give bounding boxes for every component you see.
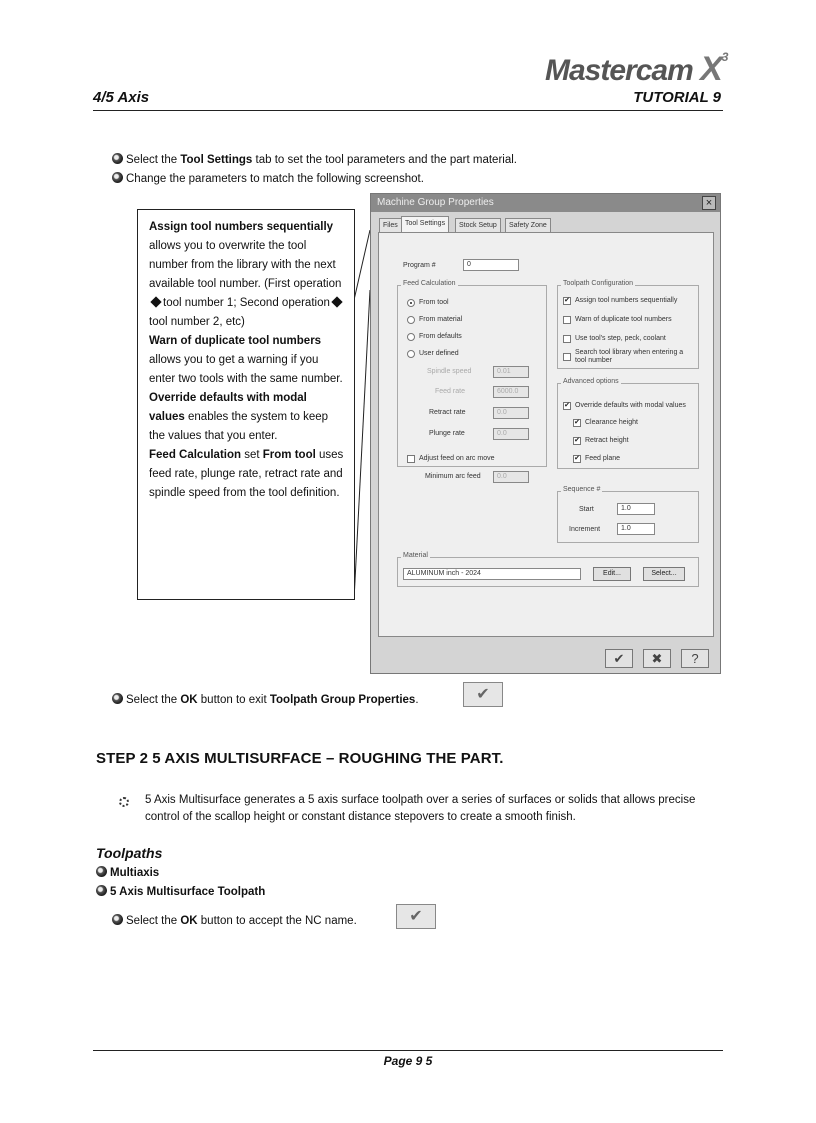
radio-from-tool[interactable] bbox=[407, 299, 415, 307]
dialog-cancel-button[interactable]: ✖ bbox=[643, 649, 671, 668]
retract-height-checkbox[interactable]: ✔ bbox=[574, 437, 580, 444]
minimum-arc-feed-input[interactable]: 0.0 bbox=[493, 471, 529, 483]
radio-from-material[interactable] bbox=[407, 316, 415, 324]
tab-safety-zone[interactable]: Safety Zone bbox=[505, 218, 551, 232]
callout-box: Assign tool numbers sequentially allows you to overwrite the tool number from the library with the next available tool number. (First operation tool number 1; Second operationtool number 2, etc) Warn of duplicate tool numbers allows you to get a warning if you enter two tools with the same number. Override defaults with modal values enables the system to keep the values that you enter. Feed Calculation set From tool uses feed rate, plunge rate, retract rate and spindle speed from the tool definition. bbox=[137, 209, 355, 600]
tab-tool-settings[interactable]: Tool Settings bbox=[401, 216, 449, 233]
use-tool-step-label: Use tool's step, peck, coolant bbox=[575, 335, 666, 342]
bullet-icon bbox=[112, 693, 123, 704]
radio-user-defined-label: User defined bbox=[419, 350, 459, 357]
bullet-icon bbox=[112, 172, 123, 183]
retract-rate-label: Retract rate bbox=[429, 409, 466, 416]
step-heading: STEP 2 5 AXIS MULTISURFACE – ROUGHING THE PART. bbox=[96, 750, 504, 767]
assign-sequential-checkbox[interactable]: ✔ bbox=[564, 297, 570, 304]
sequence-increment-input[interactable]: 1.0 bbox=[617, 523, 655, 535]
sequence-group bbox=[557, 491, 699, 543]
sequence-start-label: Start bbox=[579, 506, 594, 513]
override-defaults-label: Override defaults with modal values bbox=[575, 402, 686, 409]
program-label: Program # bbox=[403, 262, 436, 269]
material-title: Material bbox=[403, 552, 428, 559]
clearance-height-label: Clearance height bbox=[585, 419, 638, 426]
radio-from-material-label: From material bbox=[419, 316, 463, 323]
edit-material-button[interactable]: Edit... bbox=[593, 567, 631, 581]
warn-duplicate-checkbox[interactable] bbox=[563, 316, 571, 324]
toolpaths-heading: Toolpaths bbox=[96, 845, 163, 861]
tab-files[interactable]: Files bbox=[379, 218, 402, 232]
toolpath-configuration-title: Toolpath Configuration bbox=[563, 280, 634, 287]
radio-from-tool-label: From tool bbox=[419, 299, 449, 306]
advanced-options-title: Advanced options bbox=[563, 378, 619, 385]
header-tutorial-number: TUTORIAL 9 bbox=[633, 89, 721, 106]
minimum-arc-feed-label: Minimum arc feed bbox=[425, 473, 481, 480]
plunge-rate-label: Plunge rate bbox=[429, 430, 465, 437]
bullet-icon bbox=[96, 866, 107, 877]
ok-checkmark-icon: ✔ bbox=[396, 904, 436, 929]
instruction-ok-nc-name: Select the OK button to accept the NC name. bbox=[112, 914, 357, 927]
select-material-button[interactable]: Select... bbox=[643, 567, 685, 581]
feed-rate-input[interactable]: 6000.0 bbox=[493, 386, 529, 398]
retract-height-label: Retract height bbox=[585, 437, 629, 444]
dialog-title: Machine Group Properties bbox=[371, 194, 720, 212]
instruction-ok-exit: Select the OK button to exit Toolpath Group Properties. bbox=[112, 693, 419, 706]
mastercam-logo: Mastercam $X^3$ bbox=[545, 50, 728, 88]
assign-sequential-label: Assign tool numbers sequentially bbox=[575, 297, 678, 304]
use-tool-step-checkbox[interactable] bbox=[563, 335, 571, 343]
gear-icon bbox=[119, 797, 129, 807]
adjust-feed-checkbox[interactable] bbox=[407, 455, 415, 463]
feed-calculation-title: Feed Calculation bbox=[403, 280, 456, 287]
adjust-feed-label: Adjust feed on arc move bbox=[419, 455, 495, 462]
material-input[interactable]: ALUMINUM inch - 2024 bbox=[403, 568, 581, 580]
search-library-label: Search tool library when entering a tool number bbox=[575, 349, 684, 364]
radio-user-defined[interactable] bbox=[407, 350, 415, 358]
spindle-speed-input[interactable]: 0.01 bbox=[493, 366, 529, 378]
ok-checkmark-icon: ✔ bbox=[463, 682, 503, 707]
menu-multiaxis: Multiaxis bbox=[96, 866, 159, 879]
instruction-change-params: Change the parameters to match the following screenshot. bbox=[112, 172, 424, 185]
search-library-checkbox[interactable] bbox=[563, 353, 571, 361]
bullet-icon bbox=[96, 885, 107, 896]
dialog-ok-button[interactable]: ✔ bbox=[605, 649, 633, 668]
feed-plane-checkbox[interactable]: ✔ bbox=[574, 455, 580, 462]
page-number: Page 9 5 bbox=[383, 1054, 433, 1068]
close-icon[interactable]: × bbox=[702, 196, 716, 210]
override-defaults-checkbox[interactable]: ✔ bbox=[564, 402, 570, 409]
feed-rate-label: Feed rate bbox=[435, 388, 465, 395]
bullet-icon bbox=[112, 153, 123, 164]
menu-5-axis-multisurface: 5 Axis Multisurface Toolpath bbox=[96, 885, 265, 898]
header-section-title: 4/5 Axis bbox=[93, 89, 150, 106]
sequence-increment-label: Increment bbox=[569, 526, 601, 533]
program-input[interactable]: 0 bbox=[463, 259, 519, 271]
radio-from-defaults-label: From defaults bbox=[419, 333, 462, 340]
footer-divider bbox=[93, 1050, 723, 1051]
bullet-icon bbox=[112, 914, 123, 925]
clearance-height-checkbox[interactable]: ✔ bbox=[574, 419, 580, 426]
spindle-speed-label: Spindle speed bbox=[427, 368, 472, 375]
instruction-tool-settings: Select the Tool Settings tab to set the tool parameters and the part material. bbox=[112, 153, 517, 166]
header-divider bbox=[93, 110, 723, 111]
machine-group-properties-dialog bbox=[370, 193, 721, 674]
sequence-title: Sequence # bbox=[563, 486, 601, 493]
dialog-help-button[interactable]: ? bbox=[681, 649, 709, 668]
plunge-rate-input[interactable]: 0.0 bbox=[493, 428, 529, 440]
retract-rate-input[interactable]: 0.0 bbox=[493, 407, 529, 419]
step-description: 5 Axis Multisurface generates a 5 axis surface toolpath over a series of surfaces or solids that allows precise control of the scallop height or constant distance stepovers to create a smooth finish. bbox=[145, 794, 696, 823]
radio-from-defaults[interactable] bbox=[407, 333, 415, 341]
tool-settings-panel bbox=[378, 232, 714, 637]
feed-plane-label: Feed plane bbox=[585, 455, 621, 462]
sequence-start-input[interactable]: 1.0 bbox=[617, 503, 655, 515]
warn-duplicate-label: Warn of duplicate tool numbers bbox=[575, 316, 672, 323]
arrow-diamond-icon bbox=[331, 296, 342, 307]
tab-stock-setup[interactable]: Stock Setup bbox=[455, 218, 501, 232]
arrow-diamond-icon bbox=[150, 296, 161, 307]
